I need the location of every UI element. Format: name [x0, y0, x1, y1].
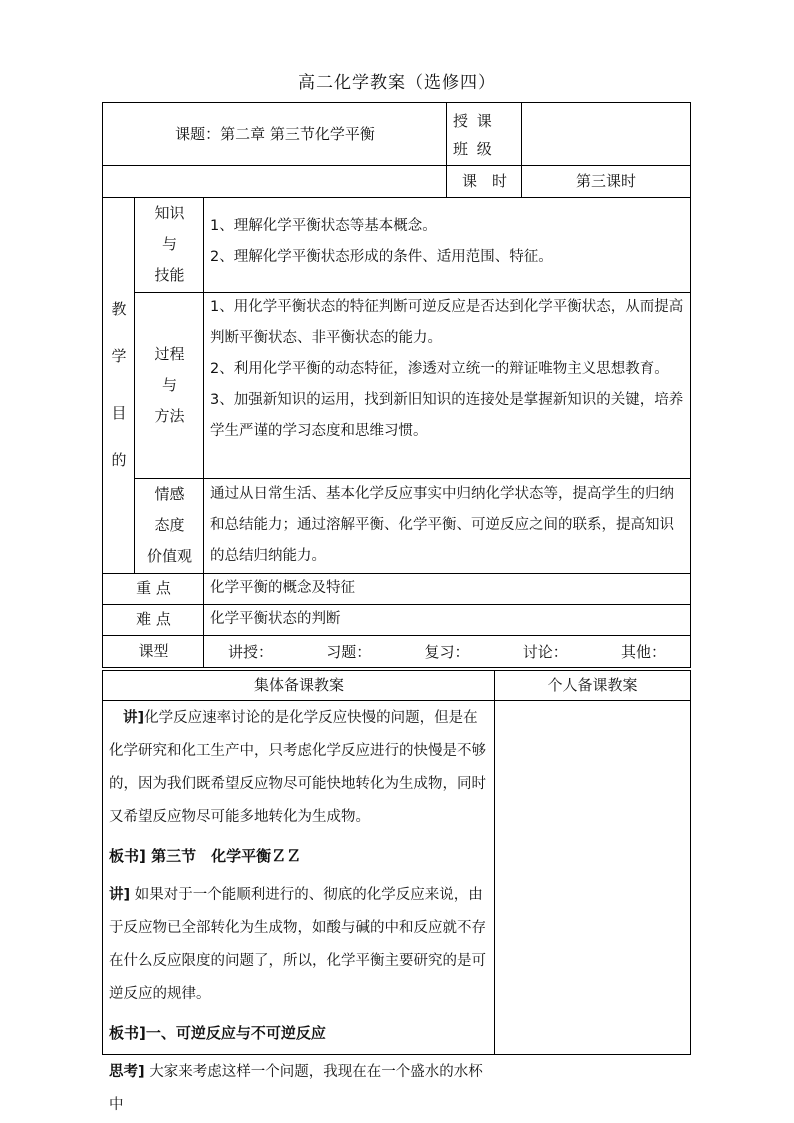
key-point-label-cell	[102, 573, 204, 605]
objectives-char-3: 目	[111, 404, 127, 422]
process-item-2: 2、利用化学平衡的动态特征，渗透对立统一的辩证唯物主义思想教育。	[210, 361, 669, 377]
lecture-tag-2: 讲]	[109, 887, 131, 903]
process-label-1: 过程	[154, 344, 185, 363]
difficulty-label-cell	[102, 604, 204, 636]
emotion-label-cell	[134, 478, 204, 574]
lesson-type-other[interactable]: 其他：	[620, 642, 666, 661]
objectives-char-1: 教	[111, 300, 127, 318]
emotion-text: 通过从日常生活、基本化学反应事实中归纳化学状态等，提高学生的归纳和总结能力；通过溶解平衡、化学平衡、可逆反应之间的联系，提高知识的总结归纳能力。	[210, 486, 674, 564]
intro-text: 化学反应速率讨论的是化学反应快慢的问题，但是在化学研究和化工生产中，只考虑化学反应进行的快慢是不够的，因为我们既希望反应物尽可能快地转化为生成物，同时又希望反应物尽可能多地转化为生成物。	[109, 710, 486, 825]
lesson-type-label-cell	[102, 635, 204, 668]
process-content-cell	[203, 292, 691, 479]
paragraph-reversible	[109, 879, 489, 1011]
difficulty-value-cell	[203, 604, 691, 636]
period-value-cell	[521, 165, 691, 198]
board-heading-2: 板书]一、可逆反应与不可逆反应	[109, 1024, 326, 1042]
difficulty-label: 难 点	[136, 610, 171, 628]
emotion-label-1: 情感	[154, 485, 185, 503]
collective-plan-body	[102, 700, 495, 1113]
knowledge-item-2: 2、理解化学平衡状态形成的条件、适用范围、特征。	[210, 249, 553, 265]
class-label: 授 课 班 级	[453, 112, 494, 158]
knowledge-item-1: 1、理解化学平衡状态等基本概念。	[210, 218, 437, 234]
topic-text: 课题：第二章 第三节化学平衡	[175, 124, 375, 143]
emotion-label-2: 态度	[154, 516, 185, 534]
objectives-char-4: 的	[111, 451, 127, 469]
key-point-value: 化学平衡的概念及特征	[210, 580, 355, 596]
knowledge-label-1: 知识	[154, 204, 185, 222]
lesson-type-label: 课型	[138, 641, 169, 660]
period-value: 第三课时	[575, 171, 636, 190]
emotion-content-cell	[203, 478, 691, 574]
lesson-type-review[interactable]: 复习：	[424, 642, 470, 661]
board-heading-1: 板书] 第三节 化学平衡ＺＺ	[109, 847, 302, 865]
lesson-type-discussion[interactable]: 讨论：	[522, 642, 568, 661]
personal-plan-body[interactable]	[494, 700, 691, 1055]
period-label: 课 时	[461, 171, 507, 190]
class-label-cell	[446, 102, 522, 166]
topic-lower-cell	[102, 165, 447, 198]
key-point-value-cell	[203, 573, 691, 605]
topic-cell	[102, 102, 447, 166]
collective-plan-header	[102, 670, 495, 701]
think-tag: 思考]	[109, 1064, 145, 1080]
knowledge-label-3: 技能	[154, 266, 185, 284]
paragraph-intro	[109, 702, 489, 834]
think-text: 大家来考虑这样一个问题，我现在在一个盛水的水杯中	[109, 1064, 483, 1113]
objectives-group-cell	[102, 197, 135, 574]
lesson-type-exercise[interactable]: 习题：	[326, 642, 372, 661]
process-label-cell	[134, 292, 204, 479]
personal-plan-title: 个人备课教案	[547, 676, 638, 694]
knowledge-label-2: 与	[161, 235, 177, 253]
lecture-tag-1: 讲]	[123, 710, 145, 726]
difficulty-value: 化学平衡状态的判断	[210, 611, 341, 627]
lesson-type-options-cell	[203, 635, 691, 668]
collective-plan-title: 集体备课教案	[253, 676, 344, 694]
reversible-text: 如果对于一个能顺利进行的、彻底的化学反应来说，由于反应物已全部转化为生成物，如酸与碱的中和反应就不存在什么反应限度的问题了，所以，化学平衡主要研究的是可逆反应的规律。	[109, 887, 486, 1002]
document-title: 高二化学教案（选修四）	[298, 73, 496, 93]
class-value-cell[interactable]	[521, 102, 691, 166]
process-label-2: 与	[161, 375, 177, 394]
process-label-3: 方法	[154, 406, 185, 425]
key-point-label: 重 点	[136, 579, 171, 597]
emotion-label-3: 价值观	[146, 547, 192, 565]
process-item-1: 1、用化学平衡状态的特征判断可逆反应是否达到化学平衡状态，从而提高判断平衡状态、非平衡状态的能力。	[210, 299, 684, 346]
paragraph-think	[109, 1056, 489, 1122]
lesson-type-lecture[interactable]: 讲授：	[228, 642, 274, 661]
personal-plan-header	[494, 670, 691, 701]
knowledge-content-cell	[203, 197, 691, 293]
knowledge-label-cell	[134, 197, 204, 293]
process-item-3: 3、加强新知识的运用，找到新旧知识的连接处是掌握新知识的关键，培养学生严谨的学习态度和思维习惯。	[210, 392, 684, 439]
period-label-cell	[446, 165, 522, 198]
objectives-char-2: 学	[111, 347, 127, 365]
